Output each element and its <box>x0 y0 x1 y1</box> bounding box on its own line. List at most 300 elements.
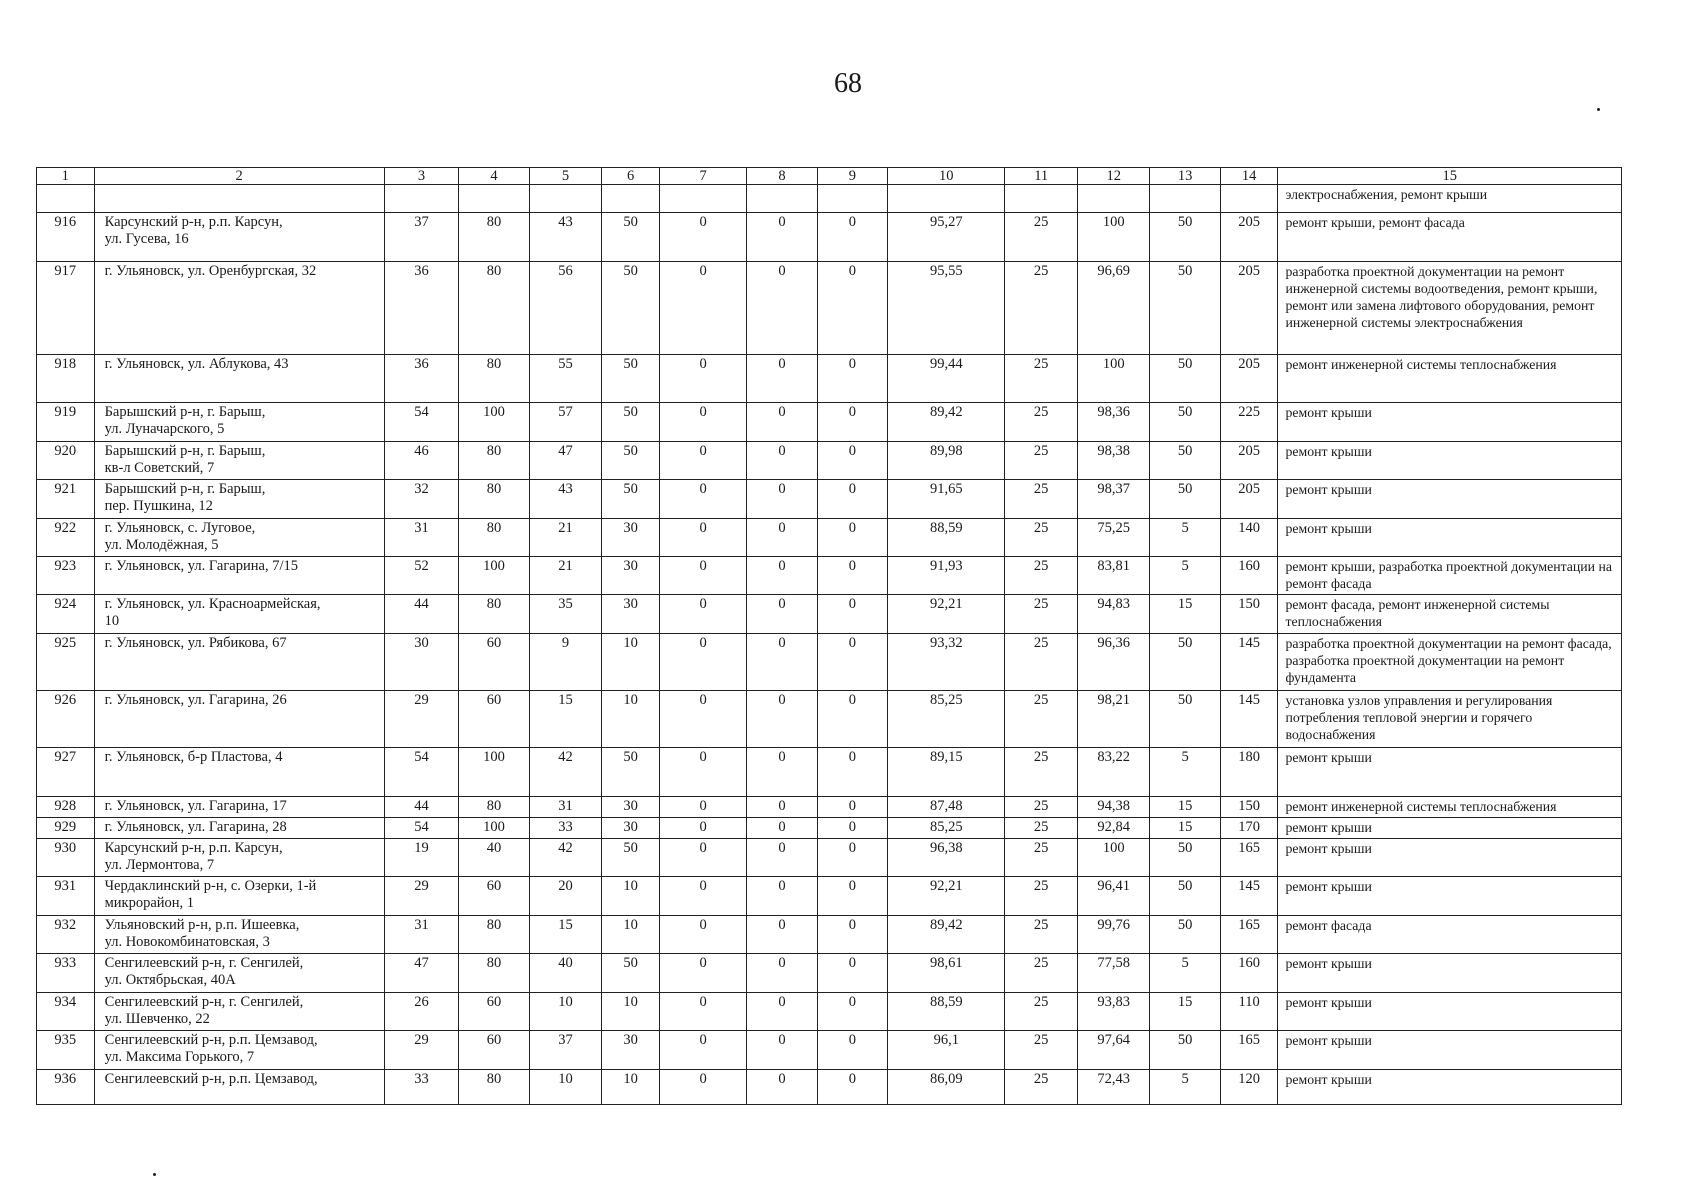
value-cell-12: 96,36 <box>1077 634 1150 691</box>
value-cell-14: 205 <box>1220 442 1278 480</box>
value-cell-10: 89,98 <box>888 442 1005 480</box>
address-cell <box>94 595 384 634</box>
table-cell <box>384 185 459 213</box>
value-cell-11: 25 <box>1005 1070 1078 1105</box>
value-cell-13: 50 <box>1150 403 1220 442</box>
work-types-cell: ремонт фасада, ремонт инженерной системы теплоснабжения <box>1278 595 1622 634</box>
value-cell-12: 98,21 <box>1077 691 1150 748</box>
value-cell-8: 0 <box>747 634 817 691</box>
value-cell-12: 96,69 <box>1077 262 1150 355</box>
column-number-1: 1 <box>37 168 95 185</box>
value-cell-9: 0 <box>817 403 887 442</box>
value-cell-10: 89,42 <box>888 403 1005 442</box>
value-cell-3: 32 <box>384 480 459 519</box>
value-cell-11: 25 <box>1005 839 1078 877</box>
work-types-cell: ремонт инженерной системы теплоснабжения <box>1278 355 1622 403</box>
value-cell-12: 100 <box>1077 355 1150 403</box>
value-cell-3: 54 <box>384 403 459 442</box>
table-cell <box>888 185 1005 213</box>
table-cell <box>459 185 529 213</box>
value-cell-5: 47 <box>529 442 602 480</box>
address-line-1: Сенгилеевский р-н, р.п. Цемзавод, <box>104 1032 318 1048</box>
value-cell-9: 0 <box>817 818 887 839</box>
value-cell-8: 0 <box>747 916 817 954</box>
row-number-cell: 926 <box>37 691 95 748</box>
work-types-cell: ремонт крыши <box>1278 1031 1622 1070</box>
value-cell-7: 0 <box>659 748 746 797</box>
address-cell <box>94 442 384 480</box>
work-types-cell: разработка проектной документации на ремонт инженерной системы водоотведения, ремонт крыши, ремонт или замена лифтового оборудования, ремонт инженерной системы электроснабжения <box>1278 262 1622 355</box>
value-cell-9: 0 <box>817 691 887 748</box>
value-cell-11: 25 <box>1005 403 1078 442</box>
address-line-1: г. Ульяновск, б-р Пластова, 4 <box>104 749 283 765</box>
address-cell <box>94 262 384 355</box>
value-cell-14: 145 <box>1220 691 1278 748</box>
address-line-2: ул. Лермонтова, 7 <box>104 857 215 873</box>
value-cell-8: 0 <box>747 954 817 993</box>
value-cell-5: 10 <box>529 993 602 1031</box>
value-cell-8: 0 <box>747 877 817 916</box>
value-cell-6: 30 <box>602 1031 660 1070</box>
value-cell-8: 0 <box>747 480 817 519</box>
table-cell <box>1077 185 1150 213</box>
value-cell-12: 72,43 <box>1077 1070 1150 1105</box>
repair-table <box>36 167 1622 1105</box>
row-number-cell: 934 <box>37 993 95 1031</box>
value-cell-4: 100 <box>459 403 529 442</box>
value-cell-3: 37 <box>384 213 459 262</box>
value-cell-5: 55 <box>529 355 602 403</box>
row-number-cell: 932 <box>37 916 95 954</box>
value-cell-12: 83,22 <box>1077 748 1150 797</box>
value-cell-6: 10 <box>602 877 660 916</box>
value-cell-4: 100 <box>459 818 529 839</box>
value-cell-7: 0 <box>659 1070 746 1105</box>
value-cell-13: 50 <box>1150 355 1220 403</box>
value-cell-12: 77,58 <box>1077 954 1150 993</box>
column-number-row <box>37 168 1622 185</box>
value-cell-13: 50 <box>1150 634 1220 691</box>
value-cell-7: 0 <box>659 993 746 1031</box>
work-types-cell: ремонт крыши <box>1278 403 1622 442</box>
value-cell-10: 95,27 <box>888 213 1005 262</box>
value-cell-13: 50 <box>1150 442 1220 480</box>
value-cell-14: 205 <box>1220 355 1278 403</box>
value-cell-7: 0 <box>659 916 746 954</box>
row-number-cell: 929 <box>37 818 95 839</box>
value-cell-7: 0 <box>659 877 746 916</box>
work-types-cell: ремонт крыши <box>1278 818 1622 839</box>
value-cell-8: 0 <box>747 993 817 1031</box>
value-cell-10: 96,1 <box>888 1031 1005 1070</box>
address-line-1: г. Ульяновск, с. Луговое, <box>104 520 256 536</box>
value-cell-8: 0 <box>747 519 817 557</box>
address-cell <box>94 797 384 818</box>
value-cell-11: 25 <box>1005 797 1078 818</box>
value-cell-8: 0 <box>747 442 817 480</box>
address-line-1: г. Ульяновск, ул. Красноармейская, <box>104 596 321 612</box>
address-line-2: 10 <box>104 613 120 629</box>
value-cell-9: 0 <box>817 480 887 519</box>
column-number-15: 15 <box>1278 168 1622 185</box>
value-cell-13: 15 <box>1150 797 1220 818</box>
value-cell-10: 88,59 <box>888 993 1005 1031</box>
value-cell-14: 165 <box>1220 916 1278 954</box>
value-cell-5: 15 <box>529 916 602 954</box>
value-cell-10: 98,61 <box>888 954 1005 993</box>
address-line-1: г. Ульяновск, ул. Оренбургская, 32 <box>104 263 317 279</box>
address-cell <box>94 877 384 916</box>
table-row <box>37 403 1622 442</box>
address-cell <box>94 519 384 557</box>
value-cell-12: 83,81 <box>1077 557 1150 595</box>
table-cell <box>602 185 660 213</box>
row-number-cell: 928 <box>37 797 95 818</box>
value-cell-12: 75,25 <box>1077 519 1150 557</box>
work-types-cell: ремонт крыши <box>1278 993 1622 1031</box>
table-row <box>37 1031 1622 1070</box>
value-cell-11: 25 <box>1005 634 1078 691</box>
value-cell-3: 29 <box>384 691 459 748</box>
value-cell-11: 25 <box>1005 748 1078 797</box>
value-cell-3: 29 <box>384 877 459 916</box>
value-cell-3: 44 <box>384 595 459 634</box>
value-cell-6: 30 <box>602 595 660 634</box>
address-line-1: Барышский р-н, г. Барыш, <box>104 481 266 497</box>
value-cell-3: 33 <box>384 1070 459 1105</box>
value-cell-13: 5 <box>1150 954 1220 993</box>
row-number-cell: 935 <box>37 1031 95 1070</box>
table-row <box>37 213 1622 262</box>
value-cell-14: 110 <box>1220 993 1278 1031</box>
value-cell-13: 5 <box>1150 1070 1220 1105</box>
address-cell <box>94 557 384 595</box>
value-cell-7: 0 <box>659 1031 746 1070</box>
value-cell-10: 87,48 <box>888 797 1005 818</box>
work-types-cell: ремонт крыши <box>1278 1070 1622 1105</box>
value-cell-8: 0 <box>747 403 817 442</box>
value-cell-6: 50 <box>602 839 660 877</box>
value-cell-7: 0 <box>659 480 746 519</box>
value-cell-5: 40 <box>529 954 602 993</box>
column-number-6: 6 <box>602 168 660 185</box>
row-number-cell: 931 <box>37 877 95 916</box>
address-line-2: ул. Шевченко, 22 <box>104 1011 210 1027</box>
value-cell-6: 30 <box>602 557 660 595</box>
value-cell-10: 85,25 <box>888 691 1005 748</box>
work-types-cell: ремонт крыши <box>1278 480 1622 519</box>
address-line-1: Барышский р-н, г. Барыш, <box>104 404 266 420</box>
table-cell <box>529 185 602 213</box>
value-cell-5: 9 <box>529 634 602 691</box>
work-types-cell: ремонт крыши <box>1278 877 1622 916</box>
value-cell-6: 30 <box>602 519 660 557</box>
value-cell-14: 145 <box>1220 634 1278 691</box>
value-cell-4: 80 <box>459 519 529 557</box>
value-cell-5: 37 <box>529 1031 602 1070</box>
value-cell-7: 0 <box>659 797 746 818</box>
value-cell-6: 30 <box>602 797 660 818</box>
value-cell-10: 99,44 <box>888 355 1005 403</box>
value-cell-7: 0 <box>659 355 746 403</box>
table-row <box>37 634 1622 691</box>
column-number-4: 4 <box>459 168 529 185</box>
value-cell-11: 25 <box>1005 595 1078 634</box>
value-cell-13: 15 <box>1150 818 1220 839</box>
value-cell-7: 0 <box>659 519 746 557</box>
value-cell-9: 0 <box>817 442 887 480</box>
value-cell-14: 180 <box>1220 748 1278 797</box>
value-cell-13: 50 <box>1150 877 1220 916</box>
address-cell <box>94 748 384 797</box>
value-cell-6: 50 <box>602 355 660 403</box>
value-cell-12: 100 <box>1077 839 1150 877</box>
column-number-12: 12 <box>1077 168 1150 185</box>
value-cell-4: 80 <box>459 954 529 993</box>
value-cell-10: 89,15 <box>888 748 1005 797</box>
address-line-1: г. Ульяновск, ул. Гагарина, 7/15 <box>104 558 298 574</box>
address-line-1: г. Ульяновск, ул. Гагарина, 17 <box>104 798 287 814</box>
value-cell-12: 98,37 <box>1077 480 1150 519</box>
table-row <box>37 355 1622 403</box>
value-cell-3: 54 <box>384 818 459 839</box>
table-row <box>37 877 1622 916</box>
address-cell <box>94 1070 384 1105</box>
value-cell-6: 10 <box>602 1070 660 1105</box>
value-cell-14: 205 <box>1220 262 1278 355</box>
value-cell-13: 50 <box>1150 916 1220 954</box>
value-cell-13: 5 <box>1150 557 1220 595</box>
value-cell-10: 89,42 <box>888 916 1005 954</box>
value-cell-5: 10 <box>529 1070 602 1105</box>
column-number-3: 3 <box>384 168 459 185</box>
address-cell <box>94 403 384 442</box>
value-cell-9: 0 <box>817 213 887 262</box>
column-number-13: 13 <box>1150 168 1220 185</box>
value-cell-9: 0 <box>817 916 887 954</box>
table-row <box>37 954 1622 993</box>
address-line-1: Карсунский р-н, р.п. Карсун, <box>104 840 283 856</box>
value-cell-11: 25 <box>1005 691 1078 748</box>
page-number: 68 <box>834 68 862 99</box>
address-cell <box>94 839 384 877</box>
row-number-cell: 921 <box>37 480 95 519</box>
value-cell-7: 0 <box>659 595 746 634</box>
value-cell-4: 60 <box>459 691 529 748</box>
value-cell-9: 0 <box>817 557 887 595</box>
value-cell-10: 93,32 <box>888 634 1005 691</box>
table-row <box>37 595 1622 634</box>
value-cell-10: 96,38 <box>888 839 1005 877</box>
table-cell <box>1150 185 1220 213</box>
value-cell-8: 0 <box>747 262 817 355</box>
address-line-1: г. Ульяновск, ул. Рябикова, 67 <box>104 635 287 651</box>
table-row <box>37 748 1622 797</box>
value-cell-13: 5 <box>1150 519 1220 557</box>
value-cell-9: 0 <box>817 954 887 993</box>
value-cell-14: 150 <box>1220 797 1278 818</box>
column-number-8: 8 <box>747 168 817 185</box>
value-cell-12: 92,84 <box>1077 818 1150 839</box>
value-cell-4: 80 <box>459 595 529 634</box>
address-line-2: ул. Гусева, 16 <box>104 231 189 247</box>
value-cell-9: 0 <box>817 1070 887 1105</box>
value-cell-8: 0 <box>747 691 817 748</box>
address-cell <box>94 355 384 403</box>
work-types-cell: ремонт крыши <box>1278 839 1622 877</box>
value-cell-8: 0 <box>747 595 817 634</box>
value-cell-3: 36 <box>384 355 459 403</box>
value-cell-12: 93,83 <box>1077 993 1150 1031</box>
value-cell-3: 29 <box>384 1031 459 1070</box>
table-cell <box>1005 185 1078 213</box>
value-cell-14: 205 <box>1220 480 1278 519</box>
address-cell <box>94 916 384 954</box>
table-row <box>37 818 1622 839</box>
work-types-cell: разработка проектной документации на ремонт фасада, разработка проектной документации на ремонт фундамента <box>1278 634 1622 691</box>
value-cell-14: 225 <box>1220 403 1278 442</box>
value-cell-8: 0 <box>747 355 817 403</box>
row-number-cell: 927 <box>37 748 95 797</box>
value-cell-5: 56 <box>529 262 602 355</box>
row-number-cell: 922 <box>37 519 95 557</box>
value-cell-4: 80 <box>459 213 529 262</box>
value-cell-7: 0 <box>659 213 746 262</box>
table-row <box>37 442 1622 480</box>
value-cell-11: 25 <box>1005 954 1078 993</box>
value-cell-13: 50 <box>1150 213 1220 262</box>
value-cell-13: 5 <box>1150 748 1220 797</box>
address-line-1: Карсунский р-н, р.п. Карсун, <box>104 214 283 230</box>
value-cell-12: 100 <box>1077 213 1150 262</box>
continuation-text: электроснабжения, ремонт крыши <box>1278 185 1622 213</box>
address-line-1: Чердаклинский р-н, с. Озерки, 1-й <box>104 878 317 894</box>
value-cell-6: 10 <box>602 916 660 954</box>
value-cell-12: 96,41 <box>1077 877 1150 916</box>
value-cell-7: 0 <box>659 954 746 993</box>
value-cell-3: 31 <box>384 519 459 557</box>
value-cell-11: 25 <box>1005 442 1078 480</box>
column-number-7: 7 <box>659 168 746 185</box>
value-cell-9: 0 <box>817 877 887 916</box>
value-cell-14: 160 <box>1220 954 1278 993</box>
address-line-1: Барышский р-н, г. Барыш, <box>104 443 266 459</box>
row-number-cell: 918 <box>37 355 95 403</box>
value-cell-5: 57 <box>529 403 602 442</box>
work-types-cell: ремонт крыши, ремонт фасада <box>1278 213 1622 262</box>
address-cell <box>94 691 384 748</box>
value-cell-4: 80 <box>459 1070 529 1105</box>
value-cell-8: 0 <box>747 1031 817 1070</box>
value-cell-13: 50 <box>1150 691 1220 748</box>
value-cell-14: 150 <box>1220 595 1278 634</box>
address-line-2: ул. Максима Горького, 7 <box>104 1049 255 1065</box>
table-row <box>37 480 1622 519</box>
value-cell-11: 25 <box>1005 355 1078 403</box>
address-line-1: Ульяновский р-н, р.п. Ишеевка, <box>104 917 300 933</box>
value-cell-7: 0 <box>659 403 746 442</box>
scan-speck <box>1597 108 1600 111</box>
value-cell-7: 0 <box>659 442 746 480</box>
value-cell-5: 42 <box>529 748 602 797</box>
row-number-cell: 930 <box>37 839 95 877</box>
value-cell-4: 60 <box>459 1031 529 1070</box>
value-cell-14: 140 <box>1220 519 1278 557</box>
value-cell-11: 25 <box>1005 557 1078 595</box>
value-cell-4: 80 <box>459 442 529 480</box>
value-cell-6: 50 <box>602 954 660 993</box>
work-types-cell: установка узлов управления и регулирования потребления тепловой энергии и горячего водоснабжения <box>1278 691 1622 748</box>
value-cell-9: 0 <box>817 595 887 634</box>
value-cell-6: 10 <box>602 993 660 1031</box>
value-cell-4: 80 <box>459 797 529 818</box>
table-row <box>37 839 1622 877</box>
row-number-cell: 916 <box>37 213 95 262</box>
table-row <box>37 1070 1622 1105</box>
value-cell-7: 0 <box>659 839 746 877</box>
value-cell-10: 91,65 <box>888 480 1005 519</box>
value-cell-8: 0 <box>747 557 817 595</box>
address-cell <box>94 954 384 993</box>
value-cell-7: 0 <box>659 634 746 691</box>
continuation-row <box>37 185 1622 213</box>
value-cell-8: 0 <box>747 748 817 797</box>
value-cell-4: 80 <box>459 355 529 403</box>
value-cell-3: 52 <box>384 557 459 595</box>
table-cell <box>659 185 746 213</box>
work-types-cell: ремонт крыши <box>1278 519 1622 557</box>
value-cell-4: 60 <box>459 634 529 691</box>
address-line-1: г. Ульяновск, ул. Гагарина, 26 <box>104 692 287 708</box>
value-cell-14: 120 <box>1220 1070 1278 1105</box>
value-cell-14: 170 <box>1220 818 1278 839</box>
value-cell-3: 30 <box>384 634 459 691</box>
value-cell-14: 165 <box>1220 839 1278 877</box>
value-cell-4: 60 <box>459 993 529 1031</box>
value-cell-6: 50 <box>602 480 660 519</box>
table-row <box>37 262 1622 355</box>
address-line-1: г. Ульяновск, ул. Аблукова, 43 <box>104 356 289 372</box>
address-line-1: Сенгилеевский р-н, г. Сенгилей, <box>104 994 304 1010</box>
value-cell-4: 100 <box>459 557 529 595</box>
column-number-2: 2 <box>94 168 384 185</box>
value-cell-13: 15 <box>1150 993 1220 1031</box>
address-cell <box>94 480 384 519</box>
value-cell-14: 165 <box>1220 1031 1278 1070</box>
value-cell-11: 25 <box>1005 1031 1078 1070</box>
value-cell-12: 99,76 <box>1077 916 1150 954</box>
row-number-cell: 920 <box>37 442 95 480</box>
value-cell-10: 88,59 <box>888 519 1005 557</box>
value-cell-12: 94,38 <box>1077 797 1150 818</box>
value-cell-5: 15 <box>529 691 602 748</box>
value-cell-12: 97,64 <box>1077 1031 1150 1070</box>
value-cell-11: 25 <box>1005 877 1078 916</box>
value-cell-3: 36 <box>384 262 459 355</box>
value-cell-11: 25 <box>1005 818 1078 839</box>
value-cell-11: 25 <box>1005 519 1078 557</box>
table-cell <box>1220 185 1278 213</box>
value-cell-5: 31 <box>529 797 602 818</box>
value-cell-6: 30 <box>602 818 660 839</box>
value-cell-8: 0 <box>747 1070 817 1105</box>
scan-speck <box>153 1173 156 1176</box>
value-cell-4: 80 <box>459 480 529 519</box>
value-cell-3: 47 <box>384 954 459 993</box>
value-cell-9: 0 <box>817 262 887 355</box>
value-cell-5: 35 <box>529 595 602 634</box>
value-cell-6: 50 <box>602 213 660 262</box>
